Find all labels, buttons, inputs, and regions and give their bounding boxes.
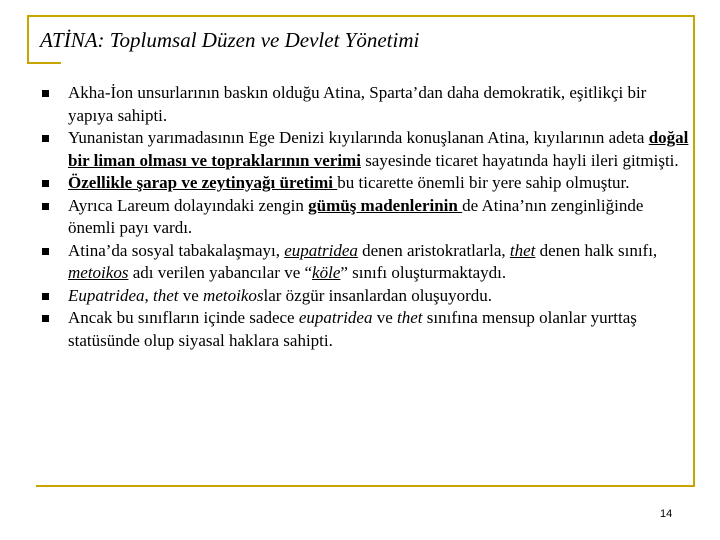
square-bullet-icon (42, 135, 49, 142)
bullet-text-segment: thet (509, 240, 536, 260)
frame-bottom-line (36, 485, 695, 487)
bullet-item (40, 307, 690, 352)
bullet-text-segment: sayesinde ticaret hayatında hayli ileri gitmişti. (360, 150, 679, 170)
page-number: 14 (660, 508, 673, 520)
bullet-text-segment: ve (178, 285, 204, 305)
bullet-text-segment: thet (397, 308, 423, 327)
bullet-item (40, 82, 690, 127)
bullet-text-segment: Özellikle şarap ve zeytinyağı üretimi (68, 173, 338, 192)
bullet-text-segment: Akha-İon unsurlarının baskın olduğu Atina, Sparta’dan daha demokratik, eşitlikçi bir yapıya sahipti. (68, 83, 647, 125)
frame-left-line (27, 15, 29, 62)
bullet-text-segment: de Atina’nın zenginliğinde önemli payı vardı. (68, 195, 644, 237)
bullet-text-segment: gümüş madenlerinin (308, 195, 463, 215)
frame-top-line (27, 15, 695, 17)
bullet-text-segment: thet (153, 285, 179, 305)
bullet-text-segment: ” sınıfı oluşturmaktaydı. (340, 263, 507, 282)
bullet-text-segment: Yunanistan yarımadasının Ege Denizi kıyılarında konuşlanan Atina, kıyılarının adeta (68, 128, 649, 147)
bullet-item (40, 127, 690, 172)
bullet-item (40, 285, 690, 308)
bullet-text-segment: doğal bir liman olması ve topraklarının verimi (68, 128, 689, 170)
square-bullet-icon (42, 248, 49, 255)
bullet-text-segment: adı verilen yabancılar ve “ (128, 263, 313, 282)
bullet-text-segment: köle (312, 263, 341, 282)
bullet-text-segment: eupatridea (284, 240, 358, 260)
bullet-item (40, 172, 690, 195)
square-bullet-icon (42, 293, 49, 300)
bullet-text-segment: metoikos (68, 263, 129, 282)
square-bullet-icon (42, 315, 49, 322)
bullet-text-segment: metoikos (203, 285, 264, 305)
bullet-text-segment: lar özgür insanlardan oluşuyordu. (263, 285, 492, 305)
bullet-item (40, 195, 690, 240)
page-title: ATİNA: Toplumsal Düzen ve Devlet Yönetimi (40, 28, 420, 52)
bullet-text-segment: eupatridea (298, 308, 373, 327)
bullet-text-segment: sınıfına mensup olanlar yurttaş statüsünde olup siyasal haklara sahipti. (68, 308, 637, 350)
square-bullet-icon (42, 203, 49, 210)
bullet-text-segment: , (144, 285, 153, 305)
bullet-text-segment: denen halk sınıfı, (535, 240, 658, 260)
square-bullet-icon (42, 90, 49, 97)
frame-right-line (693, 15, 695, 487)
frame-title-underline (27, 62, 61, 64)
bullet-list (40, 82, 690, 352)
bullet-item (40, 240, 690, 285)
bullet-text-segment: Atina’da sosyal tabakalaşmayı, (68, 240, 285, 260)
bullet-text-segment: ve (372, 308, 398, 327)
bullet-text-segment: Ayrıca Lareum dolayındaki zengin (68, 195, 309, 215)
bullet-text-segment: bu ticarette önemli bir yere sahip olmuştur. (337, 173, 630, 192)
bullet-text-segment: Ancak bu sınıfların içinde sadece (68, 308, 299, 327)
bullet-text-segment: denen aristokratlarla, (357, 240, 510, 260)
square-bullet-icon (42, 180, 49, 187)
bullet-text-segment: Eupatridea (68, 285, 145, 305)
